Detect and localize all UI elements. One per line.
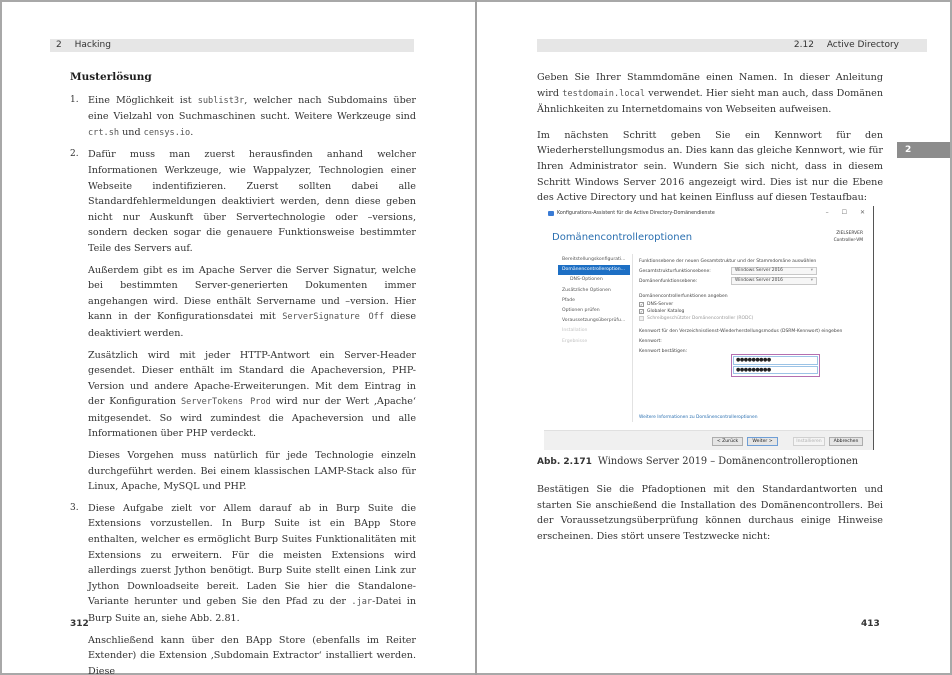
paragraph: Geben Sie Ihrer Stammdomäne einen Namen. In dieser Anleitung wird testdomain.local verwendet. Hier sieht man auch, dass Domänen Ähnlichkeiten zu Internetdomains von Webseiten aufweisen. <box>537 72 883 116</box>
list-item <box>70 147 416 494</box>
paragraph: Anschließend kann über den BApp Store (ebenfalls im Reiter Extender) die Extension ‚Subdomain Extractor‘ installiert werden. Diese <box>88 634 416 675</box>
nav-item-dc-options[interactable]: Domänencontrolleroption... <box>558 265 630 275</box>
close-icon[interactable]: ✕ <box>859 209 865 216</box>
right-body-top <box>537 70 883 212</box>
target-server-name: Controller-VM <box>833 238 863 243</box>
nav-item-results: Ergebnisse <box>562 338 588 344</box>
confirm-password-label: Kennwort bestätigen: <box>639 348 688 354</box>
list-marker: 1. <box>70 94 79 105</box>
dialog-heading: Domänencontrolleroptionen <box>552 232 693 243</box>
target-server <box>834 230 863 244</box>
inline-code: crt.sh <box>88 127 120 138</box>
caption-number: Abb. 2.171 <box>537 457 592 467</box>
nav-item-additional-options[interactable]: Zusätzliche Optionen <box>562 287 611 293</box>
maximize-icon[interactable]: ☐ <box>841 209 847 216</box>
running-head-right <box>537 39 927 52</box>
section-number: 2.12 <box>793 40 814 50</box>
solution-list <box>70 93 416 675</box>
paragraph: Im nächsten Schritt geben Sie ein Kennwort für den Wiederherstellungsmodus an. Dies kann das gleiche Kennwort, wie für Ihren Administrator sein. Wundern Sie sich nicht, dass in diesem Schritt Windows Server 2016 angezeigt wird. Dies ist nur die Ebene des Active Directory und hat keinen Einfluss auf diesen Testaufbau: <box>537 129 883 204</box>
window-controls <box>826 209 865 216</box>
chevron-down-icon: ▾ <box>810 268 813 274</box>
section-heading: Musterlösung <box>70 71 152 83</box>
paragraph: Diese Aufgabe zielt vor Allem darauf ab in Burp Suite die Extensions vorzustellen. In Burp Suite ist ein BApp Store enthalten, welcher es ermöglicht Burp Suites Funktionalitäten mit Extensions zu erweitern. Für die meisten Extensions wird allerdings zuerst Jython benötigt. Burp Suite stellt einen Link zur Jython Downloadseite bereit. Laden Sie hier die Standalone-Variante herunter und geben Sie den Pfad zu der .jar-Datei in Burp Suite an, siehe Abb. 2.81. <box>88 502 416 624</box>
confirm-password-input[interactable]: ●●●●●●●●● <box>733 366 818 375</box>
left-body <box>70 70 416 675</box>
more-info-link[interactable]: Weitere Informationen zu Domänencontrolleroptionen <box>639 415 758 420</box>
dialog-content <box>639 256 869 373</box>
install-button: Installieren <box>793 437 825 446</box>
forest-level-select[interactable] <box>731 267 817 275</box>
running-head-left <box>50 39 414 52</box>
dialog-title: Konfigurations-Assistent für die Active Directory-Domänendienste <box>557 210 715 216</box>
dns-server-checkbox[interactable] <box>639 301 869 308</box>
checkbox-checked-icon: ✓ <box>640 309 644 314</box>
nav-item-review[interactable]: Optionen prüfen <box>562 307 600 313</box>
caption-text: Windows Server 2019 – Domänencontrolleroptionen <box>597 456 859 467</box>
functional-level-intro: Funktionsebene der neuen Gesamtstruktur und der Stammdomäne auswählen <box>639 258 817 264</box>
target-server-label: ZIELSERVER <box>836 231 863 236</box>
list-marker: 2. <box>70 149 79 160</box>
checkbox-unchecked-icon <box>639 316 644 321</box>
nav-item-prereq[interactable]: Voraussetzungsüberprüfu... <box>562 318 626 324</box>
paragraph: Außerdem gibt es im Apache Server die Server Signatur, welche bei bestimmten Server-generierten Dokumenten immer angehangen wird. Diese enthält Servername und –version. Hier kann in der Konfigurationsdatei mit ServerSignature Off diese deaktiviert werden. <box>88 264 416 339</box>
paragraph: Zusätzlich wird mit jeder HTTP-Antwort ein Server-Header gesendet. Dieser enthält im Standard die Apacheversion, PHP-Version und andere Apache-Erweiterungen. Mit dem Eintrag in der Konfiguration ServerTokens Prod wird nur der Wert ‚Apache‘ mitgesendet. So wird zumindest die Apacheversion und alle Informationen über PHP verdeckt. <box>88 349 416 440</box>
minimize-icon[interactable]: – <box>825 209 829 216</box>
chapter-number: 2 <box>56 40 62 50</box>
checkbox-label: Schreibgeschützter Domänencontroller (RODC) <box>647 316 754 321</box>
dialog-footer <box>544 430 873 450</box>
left-page <box>2 0 475 675</box>
dc-functions-label: Domänencontrollerfunktionen angeben <box>639 294 728 299</box>
next-button[interactable]: Weiter > <box>747 437 778 446</box>
list-item <box>70 501 416 675</box>
list-item <box>70 93 416 142</box>
chapter-thumb-tab: 2 <box>897 142 950 158</box>
inline-code: censys.io <box>143 127 191 138</box>
domain-level-row <box>639 276 869 286</box>
cancel-button[interactable]: Abbrechen <box>829 437 863 446</box>
dialog-titlebar <box>544 206 873 220</box>
chapter-title: Hacking <box>74 40 111 50</box>
back-button[interactable]: < Zurück <box>712 437 743 446</box>
right-page <box>477 0 950 675</box>
forest-level-label: Gesamtstrukturfunktionsebene: <box>639 268 711 274</box>
domain-level-label: Domänenfunktionsebene: <box>639 278 698 284</box>
chevron-down-icon: ▾ <box>810 278 813 284</box>
forest-level-value: Windows Server 2016 <box>735 268 783 274</box>
paragraph: Bestätigen Sie die Pfadoptionen mit den Standardantworten und starten Sie anschießend die Installation des Domänencontrollers. Bei der Voraussetzungsüberprüfung können durchaus einige Hinweise erscheinen. Dies stört unsere Testzwecke nicht: <box>537 484 883 542</box>
domain-level-select[interactable] <box>731 277 817 285</box>
paragraph: Dafür muss man zuerst herausfinden anhand welcher Informationen Werkzeuge, wie Wappalyzer, Technologien einer Webseite indentifizieren. Zuerst sollten dabei alle Standardfehlermeldungen deaktiviert werden, denn diese geben nicht nur Auskunft über Servertechnologie oder –versions, sondern decken sogar die genauere Funktionsweise bestimmter Teile des Servers auf. <box>88 149 416 254</box>
wizard-nav <box>558 255 630 347</box>
right-body-bottom <box>537 482 883 550</box>
page-number: 413 <box>861 619 880 629</box>
inline-code: .jar <box>351 597 373 608</box>
checkbox-checked-icon: ✓ <box>640 302 644 307</box>
password-highlight <box>731 354 820 377</box>
rodc-checkbox <box>639 315 869 322</box>
figure-dialog-screenshot <box>544 206 874 450</box>
inline-code: sublist3r <box>197 95 245 106</box>
forest-level-row <box>639 266 869 276</box>
section-title: Active Directory <box>826 40 899 50</box>
figure-caption <box>537 456 858 467</box>
list-marker: 3. <box>70 502 79 513</box>
inline-code: ServerSignature Off <box>282 312 384 323</box>
paragraph: Dieses Vorgehen muss natürlich für jede Technologie einzeln durchgeführt werden. Bei einem klassischen LAMP-Stack also für Linux, Apache, MySQL und PHP. <box>88 450 416 493</box>
inline-code: ServerTokens Prod <box>180 397 271 408</box>
checkbox-label: Globaler Katalog <box>647 309 685 314</box>
global-catalog-checkbox[interactable] <box>639 308 869 315</box>
checkbox-label: DNS-Server <box>647 302 674 307</box>
password-input[interactable]: ●●●●●●●●● <box>733 356 818 365</box>
nav-item-installation: Installation <box>562 328 588 334</box>
inline-code: testdomain.local <box>562 88 646 99</box>
nav-item-deployment[interactable]: Bereitstellungskonfigurati... <box>562 257 626 262</box>
nav-item-paths[interactable]: Pfade <box>562 297 575 303</box>
domain-level-value: Windows Server 2016 <box>735 278 783 284</box>
server-manager-icon <box>548 211 554 216</box>
paragraph: Eine Möglichkeit ist sublist3r, welcher nach Subdomains über eine Vielzahl von Suchmaschinen sucht. Weitere Werkzeuge sind crt.sh und censys.io. <box>88 94 416 138</box>
nav-divider <box>632 254 633 422</box>
nav-item-dns-options[interactable]: DNS-Optionen <box>570 277 603 283</box>
page-number: 312 <box>70 619 89 629</box>
dsrm-label: Kennwort für den Verzeichnisdienst-Wiederherstellungsmodus (DSRM-Kennwort) eingeben <box>639 329 843 334</box>
password-label: Kennwort: <box>639 338 662 344</box>
